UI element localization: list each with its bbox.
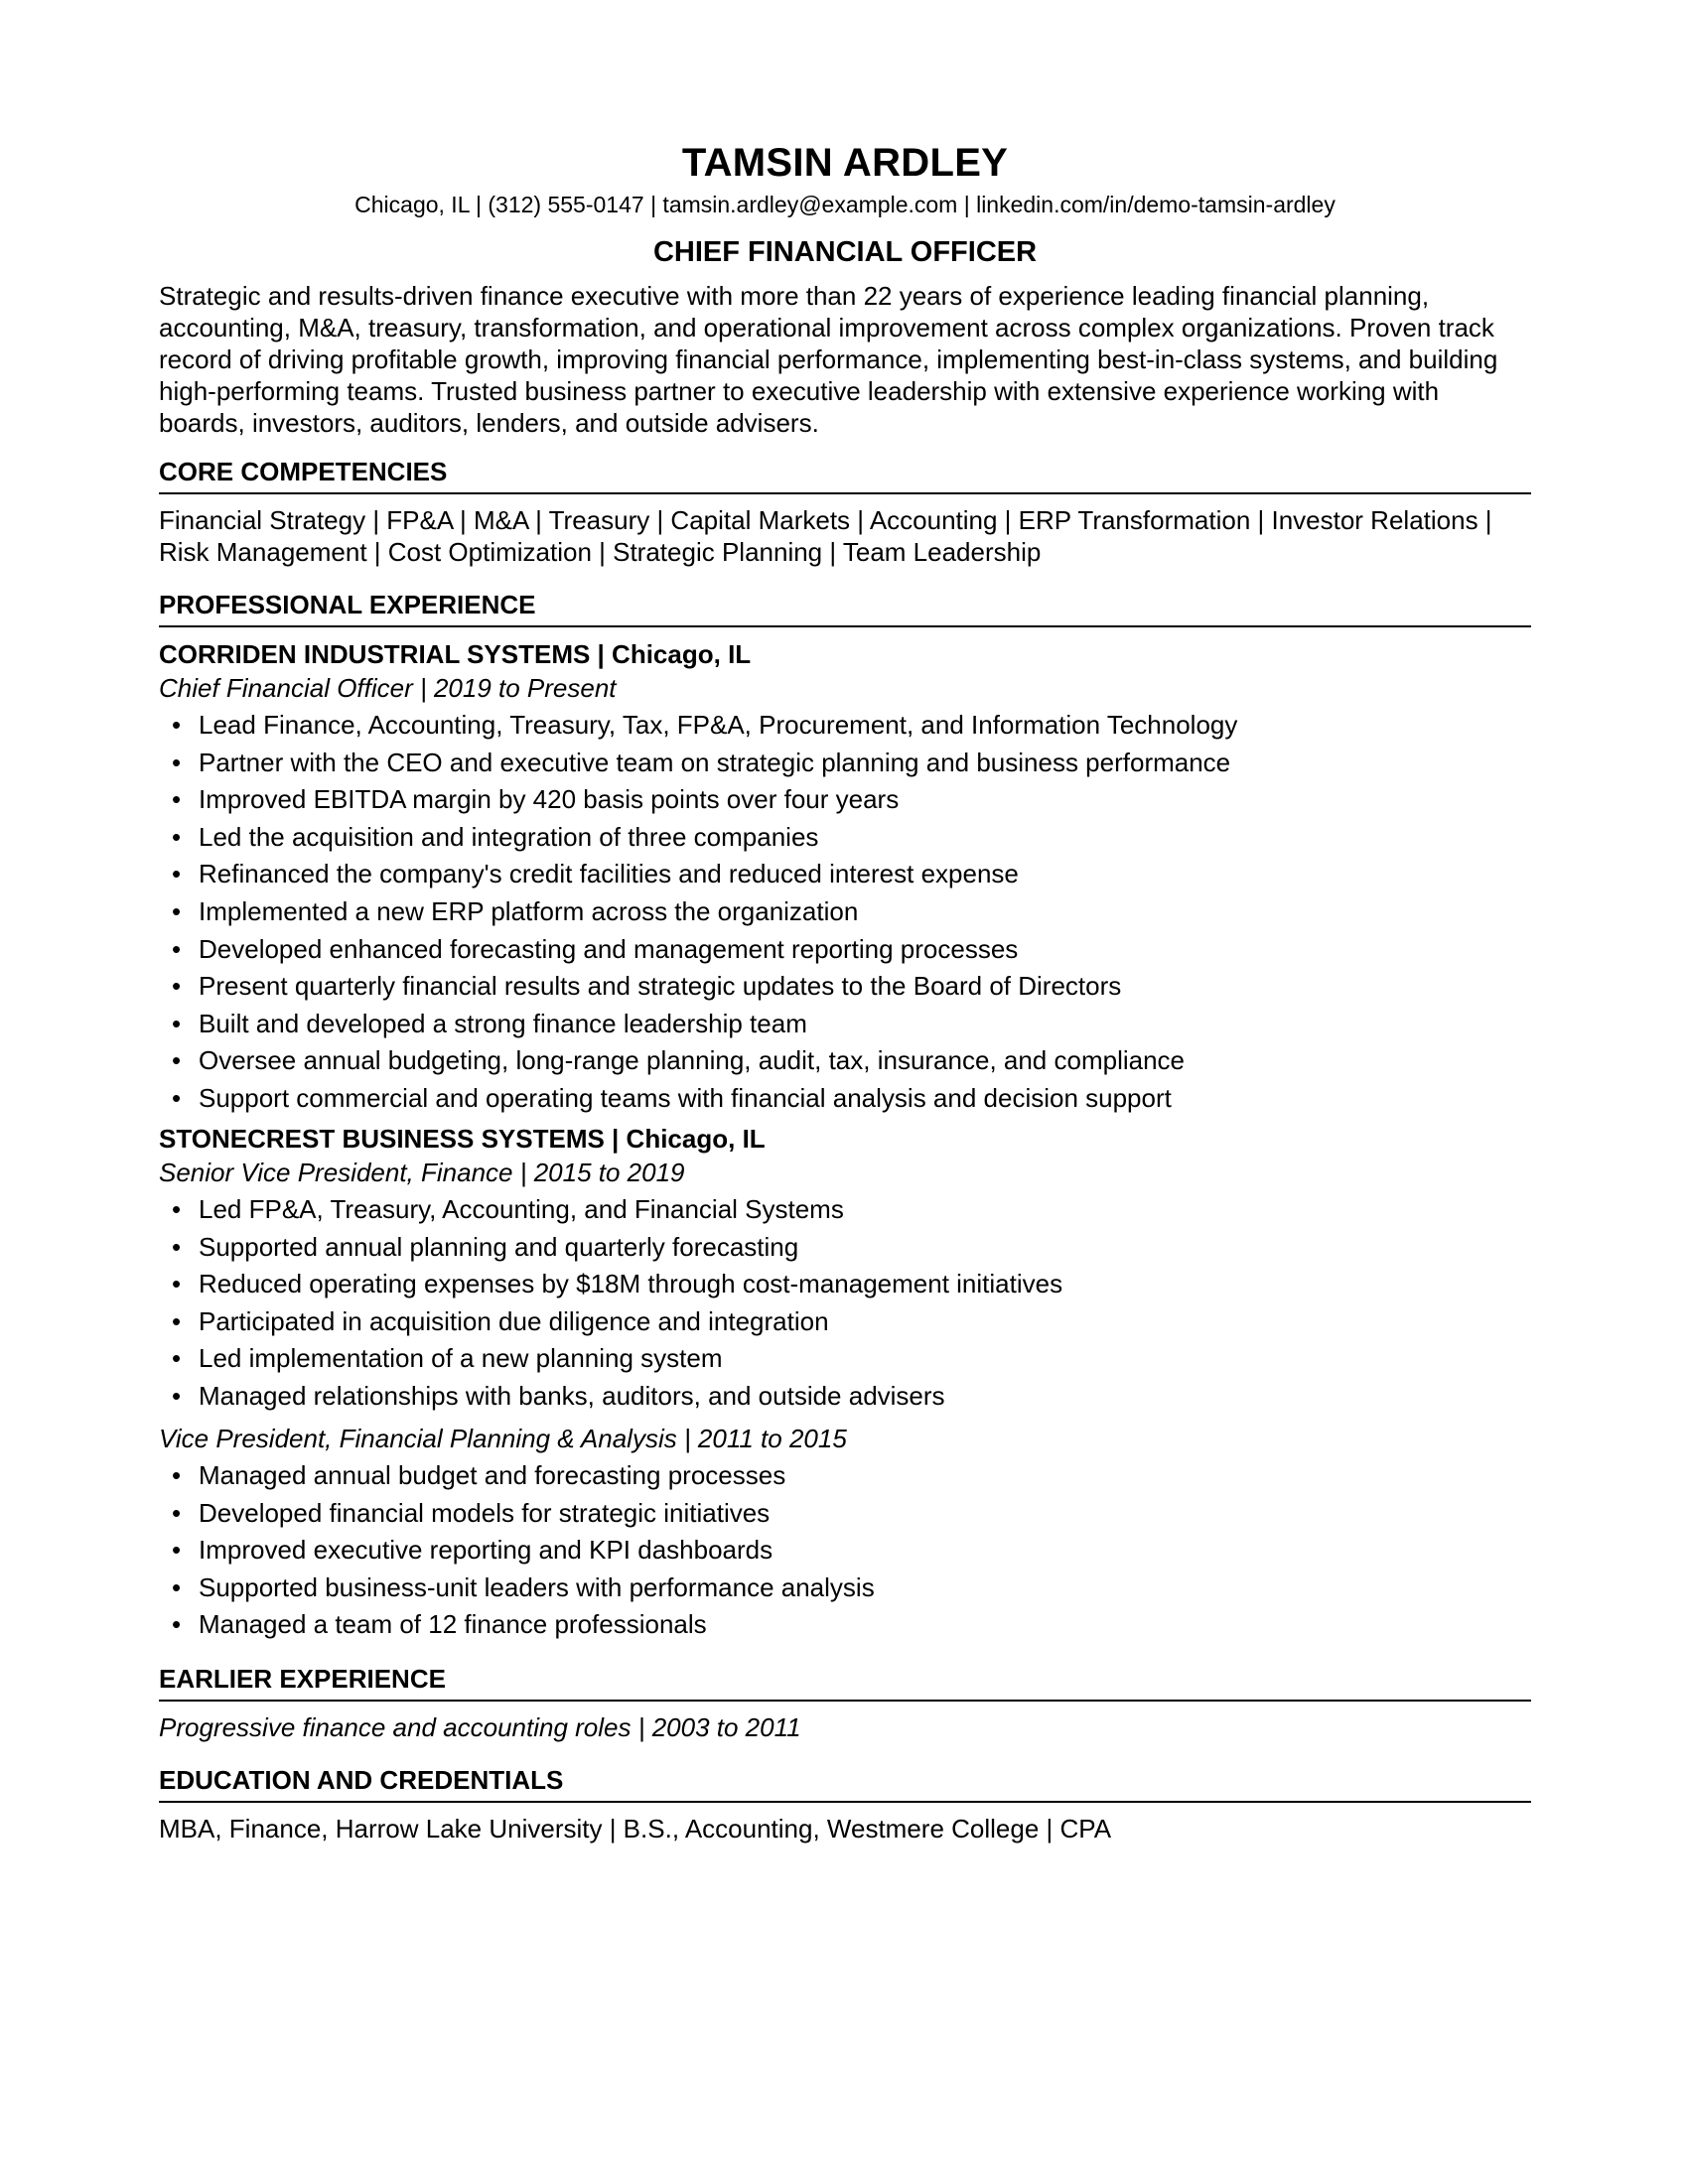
- section-title-competencies: CORE COMPETENCIES: [159, 455, 1531, 494]
- bullet-item: • Improved executive reporting and KPI dashboards: [159, 1532, 1531, 1570]
- bullet-item: • Managed a team of 12 finance professionals: [159, 1606, 1531, 1644]
- section-title-earlier-experience: EARLIER EXPERIENCE: [159, 1662, 1531, 1702]
- summary-paragraph: Strategic and results-driven finance executive with more than 22 years of experience leading financial planning, accounting, M&A, treasury, transformation, and operational improvement across complex organizations. Proven track record of driving profitable growth, improving financial performance, implementing best-in-class systems, and building high-performing teams. Trusted business partner to executive leadership with extensive experience working with boards, investors, auditors, lenders, and outside advisers.: [159, 281, 1498, 438]
- role-title: Vice President, Financial Planning & Analysis | 2011 to 2015: [159, 1424, 847, 1453]
- bullet-list: [159, 707, 1531, 1118]
- candidate-name: TAMSIN ARDLEY: [681, 141, 1009, 185]
- bullet-item: • Developed enhanced forecasting and management reporting processes: [159, 931, 1531, 969]
- bullet-list: [159, 1457, 1531, 1644]
- bullet-item: • Implemented a new ERP platform across the organization: [159, 893, 1531, 931]
- bullet-list: [159, 1191, 1531, 1416]
- competencies-text: Financial Strategy | FP&A | M&A | Treasury | Capital Markets | Accounting | ERP Transformation | Investor Relations | Risk Management | Cost Optimization | Strategic Planning | Team Leadership: [159, 505, 1492, 567]
- bullet-item: • Refinanced the company's credit facilities and reduced interest expense: [159, 856, 1531, 893]
- contact-line: Chicago, IL | (312) 555-0147 | tamsin.ardley@example.com | linkedin.com/in/demo-tamsin-ardley: [354, 192, 1336, 217]
- bullet-item: • Improved EBITDA margin by 420 basis points over four years: [159, 781, 1531, 819]
- bullet-item: • Led the acquisition and integration of three companies: [159, 819, 1531, 857]
- bullet-item: • Present quarterly financial results and strategic updates to the Board of Directors: [159, 968, 1531, 1006]
- bullet-item: • Developed financial models for strategic initiatives: [159, 1495, 1531, 1533]
- bullet-item: • Built and developed a strong finance leadership team: [159, 1006, 1531, 1043]
- bullet-item: • Led implementation of a new planning system: [159, 1340, 1531, 1378]
- bullet-item: • Oversee annual budgeting, long-range planning, audit, tax, insurance, and compliance: [159, 1042, 1531, 1080]
- bullet-item: • Support commercial and operating teams with financial analysis and decision support: [159, 1080, 1531, 1118]
- bullet-item: • Partner with the CEO and executive team on strategic planning and business performance: [159, 745, 1531, 782]
- bullet-item: • Supported annual planning and quarterly forecasting: [159, 1229, 1531, 1267]
- education-text: MBA, Finance, Harrow Lake University | B.S., Accounting, Westmere College | CPA: [159, 1814, 1112, 1843]
- earlier-experience-text: Progressive finance and accounting roles | 2003 to 2011: [159, 1712, 801, 1742]
- bullet-item: • Led FP&A, Treasury, Accounting, and Financial Systems: [159, 1191, 1531, 1229]
- section-title-experience: PROFESSIONAL EXPERIENCE: [159, 588, 1531, 627]
- bullet-item: • Participated in acquisition due diligence and integration: [159, 1303, 1531, 1341]
- company-heading: CORRIDEN INDUSTRIAL SYSTEMS | Chicago, IL: [159, 639, 752, 669]
- bullet-item: • Lead Finance, Accounting, Treasury, Tax, FP&A, Procurement, and Information Technology: [159, 707, 1531, 745]
- role-title: Chief Financial Officer | 2019 to Present: [159, 673, 617, 703]
- bullet-item: • Managed relationships with banks, auditors, and outside advisers: [159, 1378, 1531, 1416]
- bullet-item: • Supported business-unit leaders with performance analysis: [159, 1570, 1531, 1607]
- role-title: Senior Vice President, Finance | 2015 to 2019: [159, 1158, 685, 1187]
- section-title-education: EDUCATION AND CREDENTIALS: [159, 1763, 1531, 1803]
- headline-title: CHIEF FINANCIAL OFFICER: [652, 236, 1038, 268]
- bullet-item: • Managed annual budget and forecasting processes: [159, 1457, 1531, 1495]
- company-heading: STONECREST BUSINESS SYSTEMS | Chicago, IL: [159, 1124, 766, 1154]
- bullet-item: • Reduced operating expenses by $18M through cost-management initiatives: [159, 1266, 1531, 1303]
